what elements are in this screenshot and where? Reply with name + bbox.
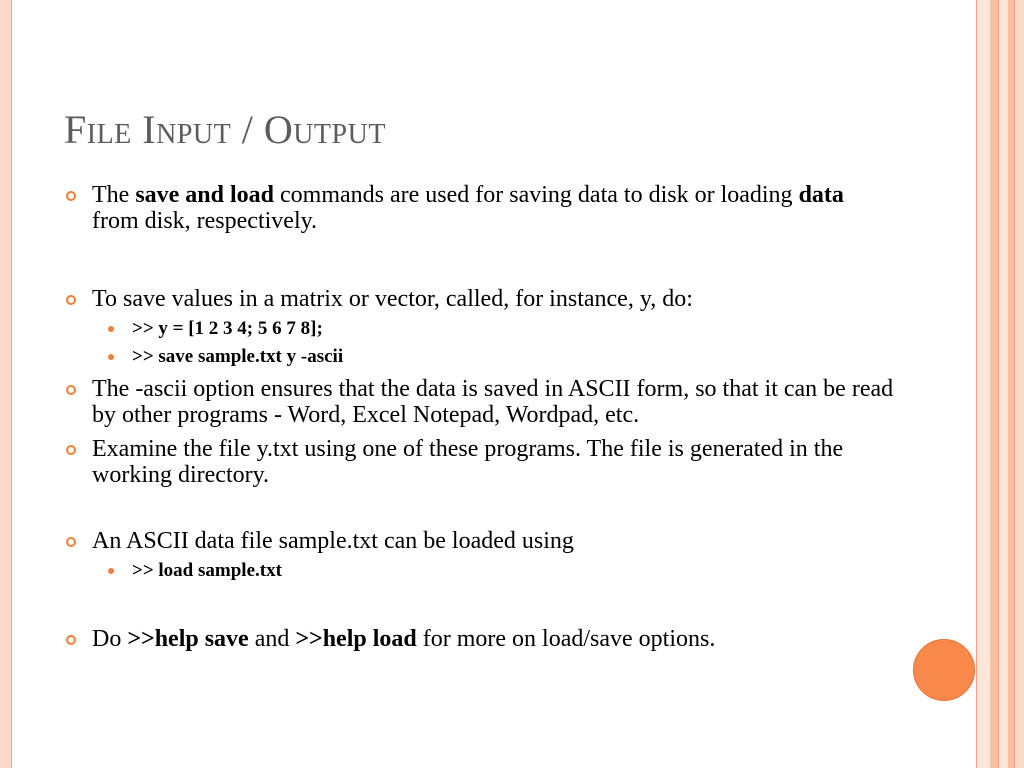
sub-bullet-load-command [64, 560, 894, 582]
sub-bullet-matrix-assign [64, 318, 894, 340]
orange-circle-icon [913, 639, 975, 701]
bullet-text: The -ascii option ensures that the data is saved in ASCII form, so that it can be read by other programs - Word, Excel Notepad, Wordpad, etc. [92, 376, 894, 428]
bullet-examine-file [64, 436, 894, 488]
hollow-circle-icon [66, 191, 76, 201]
filled-dot-icon [108, 326, 114, 332]
hollow-circle-icon [66, 537, 76, 547]
bullet-bold-text: >>help load [295, 626, 417, 652]
bullet-save-load-commands [64, 182, 894, 234]
bullet-text: To save values in a matrix or vector, called, for instance, y, do: [92, 286, 693, 312]
sub-bullet-save-command [64, 346, 894, 368]
slide-content [64, 182, 894, 652]
bullet-bold-text: save and load [135, 182, 275, 208]
hollow-circle-icon [66, 295, 76, 305]
bullet-text: commands are used for saving data to disk or loading [274, 182, 799, 208]
bullet-text: An ASCII data file sample.txt can be loaded using [92, 528, 574, 554]
sub-bullet-text: >> save sample.txt y -ascii [132, 346, 344, 367]
sub-bullet-text: >> y = [1 2 3 4; 5 6 7 8]; [132, 318, 323, 339]
bullet-text: for more on load/save options. [416, 626, 716, 652]
bullet-text: Examine the file y.txt using one of these programs. The file is generated in the working directory. [92, 436, 844, 488]
hollow-circle-icon [66, 445, 76, 455]
bullet-bold-text: >>help save [127, 626, 249, 652]
bullet-text: from disk, respectively. [92, 208, 318, 234]
right-frame-stripes [976, 0, 1024, 768]
bullet-text: The [92, 182, 136, 208]
hollow-circle-icon [66, 385, 76, 395]
filled-dot-icon [108, 568, 114, 574]
bullet-help-commands [64, 626, 894, 652]
left-frame-border [0, 0, 12, 768]
slide-title: File Input / Output [64, 107, 386, 152]
bullet-ascii-option [64, 376, 894, 428]
sub-bullet-text: >> load sample.txt [132, 560, 282, 581]
bullet-text: and [248, 626, 296, 652]
bullet-load-ascii [64, 528, 894, 554]
bullet-bold-text: data [798, 182, 844, 208]
filled-dot-icon [108, 354, 114, 360]
bullet-text: Do [92, 626, 128, 652]
bullet-save-values [64, 286, 894, 312]
hollow-circle-icon [66, 635, 76, 645]
